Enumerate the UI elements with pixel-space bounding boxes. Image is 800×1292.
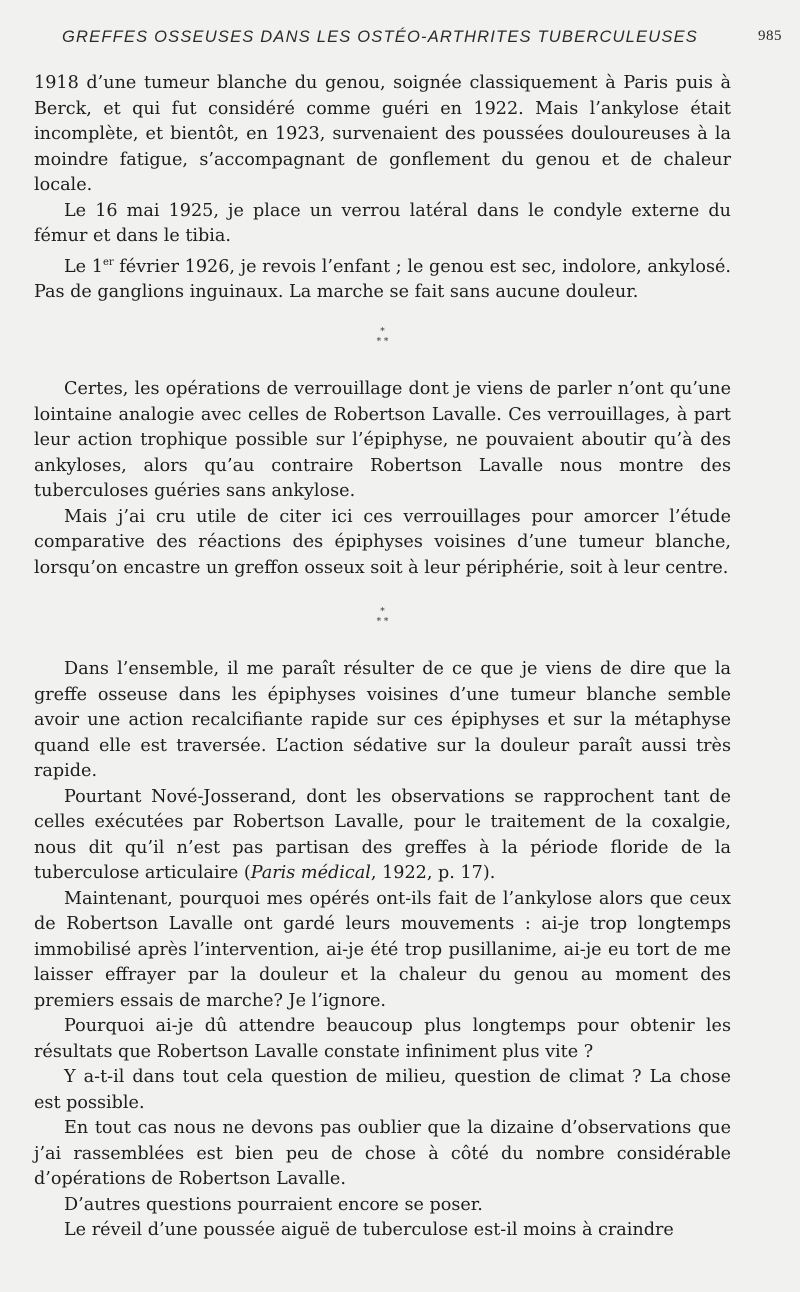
separator-star: * — [380, 327, 385, 337]
paragraph: Mais j’ai cru utile de citer ici ces verrouillages pour amorcer l’étude comparative des réactions des épiphyses voisines d’une tumeur blanche, lorsqu’on encastre un greffon osseux soit à leur périphérie, soit à leur centre. — [34, 506, 731, 578]
text-run: Le 1 — [64, 256, 103, 277]
citation-title: Paris médical — [250, 863, 371, 883]
page-number: 985 — [758, 28, 782, 44]
paragraph: Certes, les opérations de verrouillage dont je viens de parler n’ont qu’une lointaine analogie avec celles de Robertson Lavalle. Ces verrouillages, à part leur action trophique possible sur l’épiphyse, ne pouvaient aboutir qu’à des ankyloses, alors qu’au contraire Robertson Lavalle nous montre des tuberculoses guéries sans ankylose. — [34, 379, 731, 501]
paragraph: Maintenant, pourquoi mes opérés ont-ils fait de l’ankylose alors que ceux de Robertson Lavalle ont gardé leurs mouvements : ai-je trop longtemps immobilisé après l’intervention, ai-je été trop pusillanime, ai-je eu tort de me laisser effrayer par la douleur et la chaleur du genou au moment des premiers essais de marche? Je l’ignore. — [34, 888, 731, 1011]
text-run: Pourtant Nové-Josserand, dont les observations se rapprochent tant de celles exécutées par Robertson Lavalle, pour le traitement de la coxalgie, nous dit qu’il n’est pas partisan des greffes à la période floride de la tuberculose articulaire ( — [34, 786, 731, 883]
paragraph: Pourquoi ai-je dû attendre beaucoup plus longtemps pour obtenir les résultats que Robertson Lavalle constate infiniment plus vite ? — [34, 1016, 731, 1062]
paragraph — [34, 785, 731, 887]
text-run: février 1926, je revois l’enfant ; le genou est sec, indolore, ankylosé. Pas de ganglions inguinaux. La marche se fait sans aucune douleur. — [34, 256, 732, 302]
section-1 — [34, 71, 731, 305]
separator-stars: * * — [376, 337, 389, 347]
running-header — [62, 26, 782, 50]
section-2 — [34, 377, 731, 581]
paragraph: Le 16 mai 1925, je place un verrou latéral dans le condyle externe du fémur et dans le tibia. — [34, 200, 731, 246]
paragraph: Le réveil d’une poussée aiguë de tuberculose est-il moins à craindre — [64, 1220, 674, 1240]
section-3 — [34, 657, 731, 1244]
paragraph — [34, 250, 731, 306]
text-run: , 1922, p. 17). — [370, 863, 496, 883]
superscript: er — [102, 256, 114, 268]
separator-star: * — [380, 607, 385, 617]
running-title: GREFFES OSSEUSES DANS LES OSTÉO-ARTHRITES TUBERCULEUSES — [62, 28, 698, 46]
separator-stars: * * — [376, 617, 389, 627]
section-separator — [0, 607, 765, 627]
paragraph: D’autres questions pourraient encore se poser. — [64, 1194, 483, 1215]
paragraph: Dans l’ensemble, il me paraît résulter de ce que je viens de dire que la greffe osseuse dans les épiphyses voisines d’une tumeur blanche semble avoir une action recalcifiante rapide sur ces épiphyses et sur la métaphyse quand elle est traversée. L’action sédative sur la douleur paraît aussi très rapide. — [34, 659, 731, 781]
paragraph: En tout cas nous ne devons pas oublier que la dizaine d’observations que j’ai rassemblées est bien peu de chose à côté du nombre considérable d’opérations de Robertson Lavalle. — [34, 1118, 731, 1189]
paragraph: 1918 d’une tumeur blanche du genou, soignée classiquement à Paris puis à Berck, et qui fut considéré comme guéri en 1922. Mais l’ankylose était incomplète, et bientôt, en 1923, survenaient des poussées douloureuses à la moindre fatigue, s’accompagnant de gonflement du genou et de chaleur locale. — [34, 73, 731, 195]
paragraph: Y a-t-il dans tout cela question de milieu, question de climat ? La chose est possible. — [34, 1067, 731, 1113]
section-separator — [0, 327, 765, 347]
